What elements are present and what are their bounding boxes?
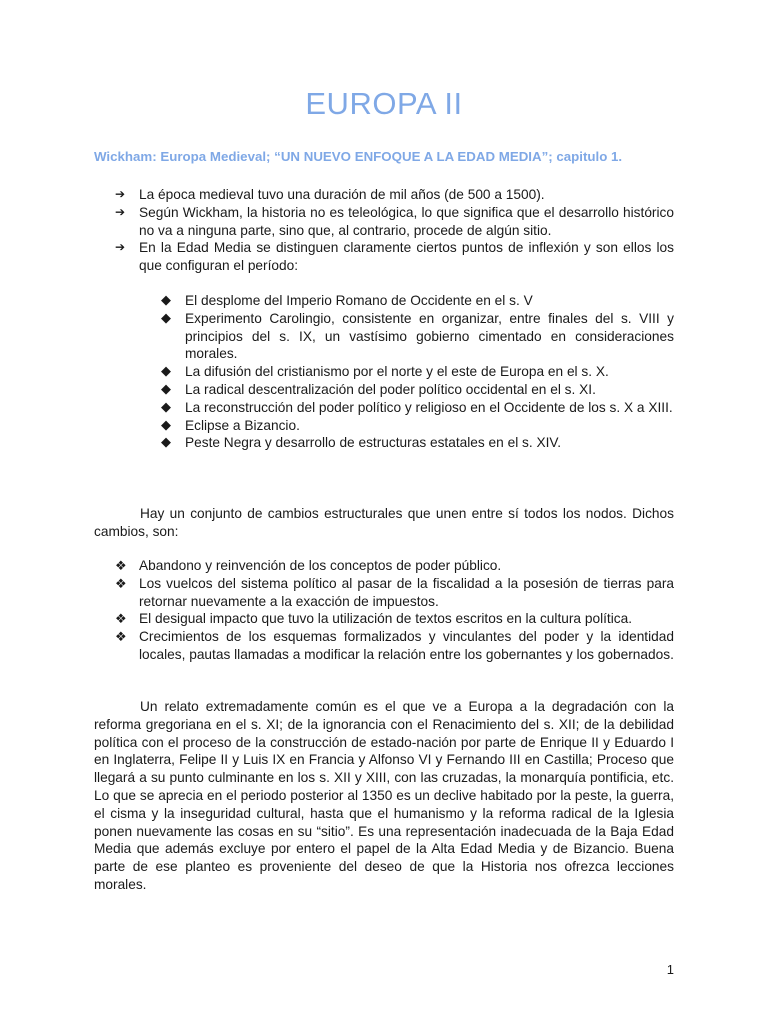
list-item: ◆ La difusión del cristianismo por el norte y el este de Europa en el s. X. [161,363,609,380]
diamond-bullet-icon: ◆ [161,416,171,432]
club-bullet-icon: ❖ [115,611,127,627]
list-item: ➔ Según Wickham, la historia no es teleológica, lo que significa que el desarrollo histórico no va a ninguna parte, sino que, al contrario, procede de algún sitio. [115,204,674,238]
club-bullet-icon: ❖ [115,629,127,645]
diamond-bullet-list [161,292,674,452]
club-bullet-list [115,557,674,664]
diamond-bullet-icon: ◆ [161,363,171,379]
arrow-bullet-list [115,186,674,275]
arrow-bullet-icon: ➔ [115,187,126,201]
list-item: ◆ El desplome del Imperio Romano de Occidente en el s. V [161,292,533,308]
list-item: ◆ Experimento Carolingio, consistente en organizar, entre finales del s. VIII y principios del s. IX, un vastísimo gobierno cimentado en consideraciones morales. [161,309,674,362]
document-title: EUROPA II [305,86,463,121]
list-item: ❖ El desigual impacto que tuvo la utilización de textos escritos en la cultura política. [115,611,633,627]
arrow-bullet-icon: ➔ [115,240,126,255]
list-item: ◆ Peste Negra y desarrollo de estructuras estatales en el s. XIV. [161,434,562,451]
diamond-bullet-icon: ◆ [161,398,171,414]
page-number: 1 [666,962,674,977]
club-bullet-icon: ❖ [115,558,127,573]
diamond-bullet-icon: ◆ [161,380,171,396]
list-item: ❖ Crecimientos de los esquemas formalizados y vinculantes del poder y la identidad locales, pautas llamadas a modificar la relación entre los gobernantes y los gobernados. [115,629,674,662]
list-item: ❖ Abandono y reinvención de los conceptos de poder público. [115,558,502,573]
paragraph-common-narrative: Un relato extremadamente común es el que ve a Europa a la degradación con la reforma gregoriana en el s. XI; de la ignorancia con el Renacimiento del s. XII; de la debilidad política con el proceso de la construcción de estado-nación por parte de Enrique II y Eduardo I en Inglaterra, Felipe II y Luis IX en Francia y Alfonso VI y Fernando III en Castilla; Proceso que llegará a su punto culminante en los s. XII y XIII, con las cruzadas, la monarquía pontificia, etc. Lo que se aprecia en el periodo posterior al 1350 es un declive habitado por la peste, la guerra, el cisma y la inseguridad cultural, hasta que el humanismo y la reforma radical de la Iglesia ponen nuevamente las cosas en su “sitio”. Es una representación inadecuada de la Baja Edad Media que además excluye por entero el papel de la Alta Edad Media y de Bizancio. Buena parte de ese planteo es proveniente del deseo de que la Historia nos ofrezca lecciones morales. [94,699,674,892]
arrow-bullet-icon: ➔ [115,204,126,219]
list-item: ❖ Los vuelcos del sistema político al pasar de la fiscalidad a la posesión de tierras para retornar nuevamente a la exacción de impuestos. [115,575,674,609]
diamond-bullet-icon: ◆ [161,309,171,325]
list-item: ◆ La radical descentralización del poder político occidental en el s. XI. [161,380,596,397]
list-item: ➔ En la Edad Media se distinguen claramente ciertos puntos de inflexión y son ellos los que configuran el período: [115,240,674,274]
diamond-bullet-icon: ◆ [161,292,171,307]
diamond-bullet-icon: ◆ [161,434,171,450]
list-item: ◆ Eclipse a Bizancio. [161,416,300,433]
document-subtitle: Wickham: Europa Medieval; “UN NUEVO ENFOQUE A LA EDAD MEDIA”; capitulo 1. [94,149,623,164]
list-item: ◆ La reconstrucción del poder político y religioso en el Occidente de los s. X a XIII. [161,398,673,415]
paragraph-structural-changes: Hay un conjunto de cambios estructurales que unen entre sí todos los nodos. Dichos cambios, son: [94,506,674,539]
list-item: ➔ La época medieval tuvo una duración de mil años (de 500 a 1500). [115,187,545,202]
club-bullet-icon: ❖ [115,575,127,591]
